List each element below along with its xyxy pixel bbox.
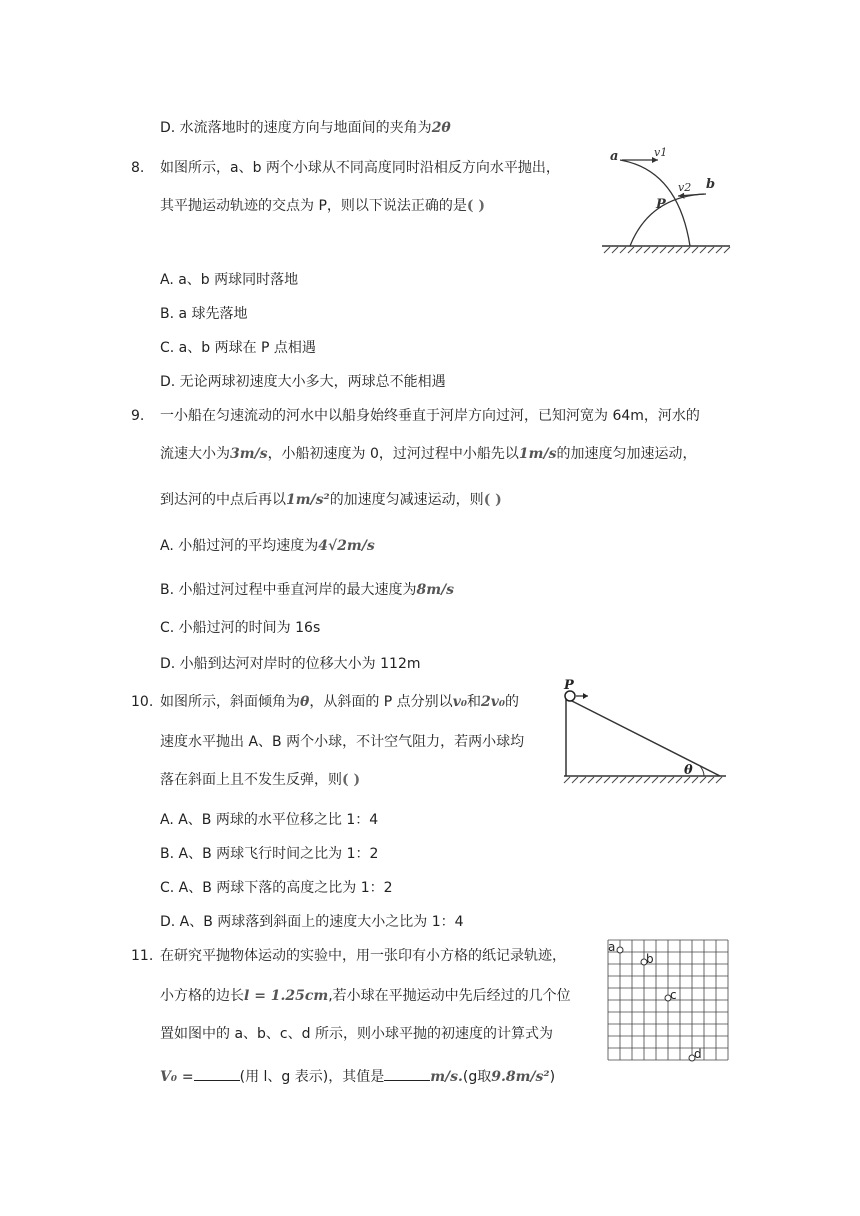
q9-line2-text-b: ，小船初速度为 0，过河过程中小船先以	[267, 446, 519, 462]
q8-stem-line2-text: 其平抛运动轨迹的交点为 P，则以下说法正确的是	[160, 198, 467, 214]
q9-line3-text-a: 到达河的中点后再以	[160, 492, 286, 508]
q10-answer-paren: ( )	[342, 772, 361, 788]
q11-line4-math3: 9.8m/s²	[491, 1069, 550, 1085]
q10-incline	[566, 698, 720, 776]
q8-label-b: b	[706, 177, 716, 192]
q8-option-b: B. a 球先落地	[160, 306, 248, 322]
q11-stem-line2	[160, 986, 571, 1006]
q9-line2-text-c: 的加速度匀加速运动，	[556, 446, 697, 462]
q9-line2-math1: 3m/s	[230, 446, 268, 462]
q9-option-a	[160, 536, 375, 556]
q10-option-a: A. A、B 两球的水平位移之比 1：4	[160, 812, 379, 828]
q10-label-p: P	[564, 678, 574, 693]
q10-option-d: D. A、B 两球落到斜面上的速度大小之比为 1：4	[160, 914, 464, 930]
q7-option-d	[160, 118, 451, 138]
q11-stem-line1: 在研究平抛物体运动的实验中，用一张印有小方格的纸记录轨迹，	[160, 948, 566, 964]
q10-line1-math1: θ	[300, 694, 310, 710]
q9-line2-text-a: 流速大小为	[160, 446, 230, 462]
q9-line3-text-b: 的加速度匀减速运动，则	[329, 492, 484, 508]
q8-label-v2: v2	[678, 181, 692, 194]
q9-stem-line2	[160, 444, 696, 464]
q10-number: 10.	[131, 694, 154, 710]
q8-stem-line2	[160, 196, 485, 216]
q10-line1-text-b: ，从斜面的 P 点分别以	[309, 694, 453, 710]
q10-line1-text-c: 和	[466, 694, 481, 710]
q9-option-a-text: A. 小船过河的平均速度为	[160, 538, 319, 554]
q11-line2-math: l = 1.25cm	[244, 988, 329, 1004]
q11-stem-line4	[160, 1066, 555, 1087]
q8-answer-paren: ( )	[466, 198, 486, 214]
q9-answer-paren: ( )	[483, 492, 502, 508]
q11-line4-text-b: (g取	[462, 1069, 492, 1085]
q11-line2-text-b: ,若小球在平抛运动中先后经过的几个位	[328, 988, 571, 1004]
q9-option-a-math: 4√2m/s	[318, 538, 375, 554]
q9-stem-line1: 一小船在匀速流动的河水中以船身始终垂直于河岸方向过河，已知河宽为 64m，河水的	[160, 408, 700, 424]
q10-velocity-arrowhead	[583, 693, 588, 699]
q11-grid-figure	[604, 938, 732, 1062]
q10-line3-text: 落在斜面上且不发生反弹，则	[160, 772, 342, 788]
q9-option-d: D. 小船到达河对岸时的位移大小为 112m	[160, 656, 421, 672]
q11-line4-text-a: (用 l、g 表示)，其值是	[239, 1069, 385, 1085]
q11-answer-blank-1[interactable]	[194, 1066, 240, 1081]
q10-stem-line1	[160, 692, 519, 712]
q11-line4-math1: V₀ =	[160, 1069, 194, 1085]
q8-ground-hatching	[604, 247, 730, 253]
q8-option-d: D. 无论两球初速度大小多大，两球总不能相遇	[160, 374, 446, 390]
q11-label-b: b	[646, 952, 654, 966]
q10-line1-math3: 2v₀	[480, 694, 505, 710]
q10-figure	[558, 676, 732, 788]
q10-line1-math2: v₀	[452, 694, 467, 710]
q8-trajectory-b	[630, 194, 706, 246]
q7-option-d-math: 2θ	[431, 120, 451, 136]
q11-number: 11.	[131, 948, 154, 964]
q9-line3-math: 1m/s²	[286, 492, 330, 508]
q11-stem-line3: 置如图中的 a、b、c、d 所示，则小球平抛的初速度的计算式为	[160, 1026, 553, 1042]
q8-figure	[598, 146, 738, 258]
q10-stem-line2: 速度水平抛出 A、B 两个小球，不计空气阻力，若两小球均	[160, 734, 525, 750]
q11-point-a	[617, 947, 623, 953]
q7-option-d-text: D. 水流落地时的速度方向与地面间的夹角为	[160, 120, 432, 136]
q8-stem-line1: 如图所示，a、b 两个小球从不同高度同时沿相反方向水平抛出，	[160, 160, 560, 176]
q8-option-c: C. a、b 两球在 P 点相遇	[160, 340, 316, 356]
q8-label-a: a	[610, 149, 619, 164]
q9-option-b-text: B. 小船过河过程中垂直河岸的最大速度为	[160, 582, 417, 598]
q8-label-p: P	[656, 197, 666, 212]
q9-number: 9.	[131, 408, 145, 424]
q10-line1-text-a: 如图所示，斜面倾角为	[160, 694, 300, 710]
q10-option-b: B. A、B 两球飞行时间之比为 1：2	[160, 846, 379, 862]
q10-label-theta: θ	[684, 763, 693, 778]
q9-stem-line3	[160, 490, 502, 510]
q9-option-c: C. 小船过河的时间为 16s	[160, 620, 321, 636]
q11-line4-math2: m/s.	[430, 1069, 463, 1085]
q11-label-c: c	[670, 988, 677, 1002]
q10-ground-hatching	[564, 777, 722, 783]
q9-option-b-math: 8m/s	[416, 582, 455, 598]
q8-label-v1: v1	[654, 146, 668, 159]
q9-option-b	[160, 580, 454, 600]
q10-line1-text-d: 的	[504, 694, 519, 710]
q11-answer-blank-2[interactable]	[384, 1066, 430, 1081]
q8-number: 8.	[131, 160, 145, 176]
q11-label-a: a	[608, 940, 616, 954]
q8-option-a: A. a、b 两球同时落地	[160, 272, 299, 288]
q9-line2-math2: 1m/s	[518, 446, 557, 462]
q10-stem-line3	[160, 770, 360, 790]
q11-line4-text-c: )	[549, 1069, 556, 1085]
q11-label-d: d	[694, 1047, 702, 1061]
q10-option-c: C. A、B 两球下落的高度之比为 1：2	[160, 880, 393, 896]
q8-trajectory-a	[620, 160, 690, 246]
q11-line2-text-a: 小方格的边长	[160, 988, 244, 1004]
